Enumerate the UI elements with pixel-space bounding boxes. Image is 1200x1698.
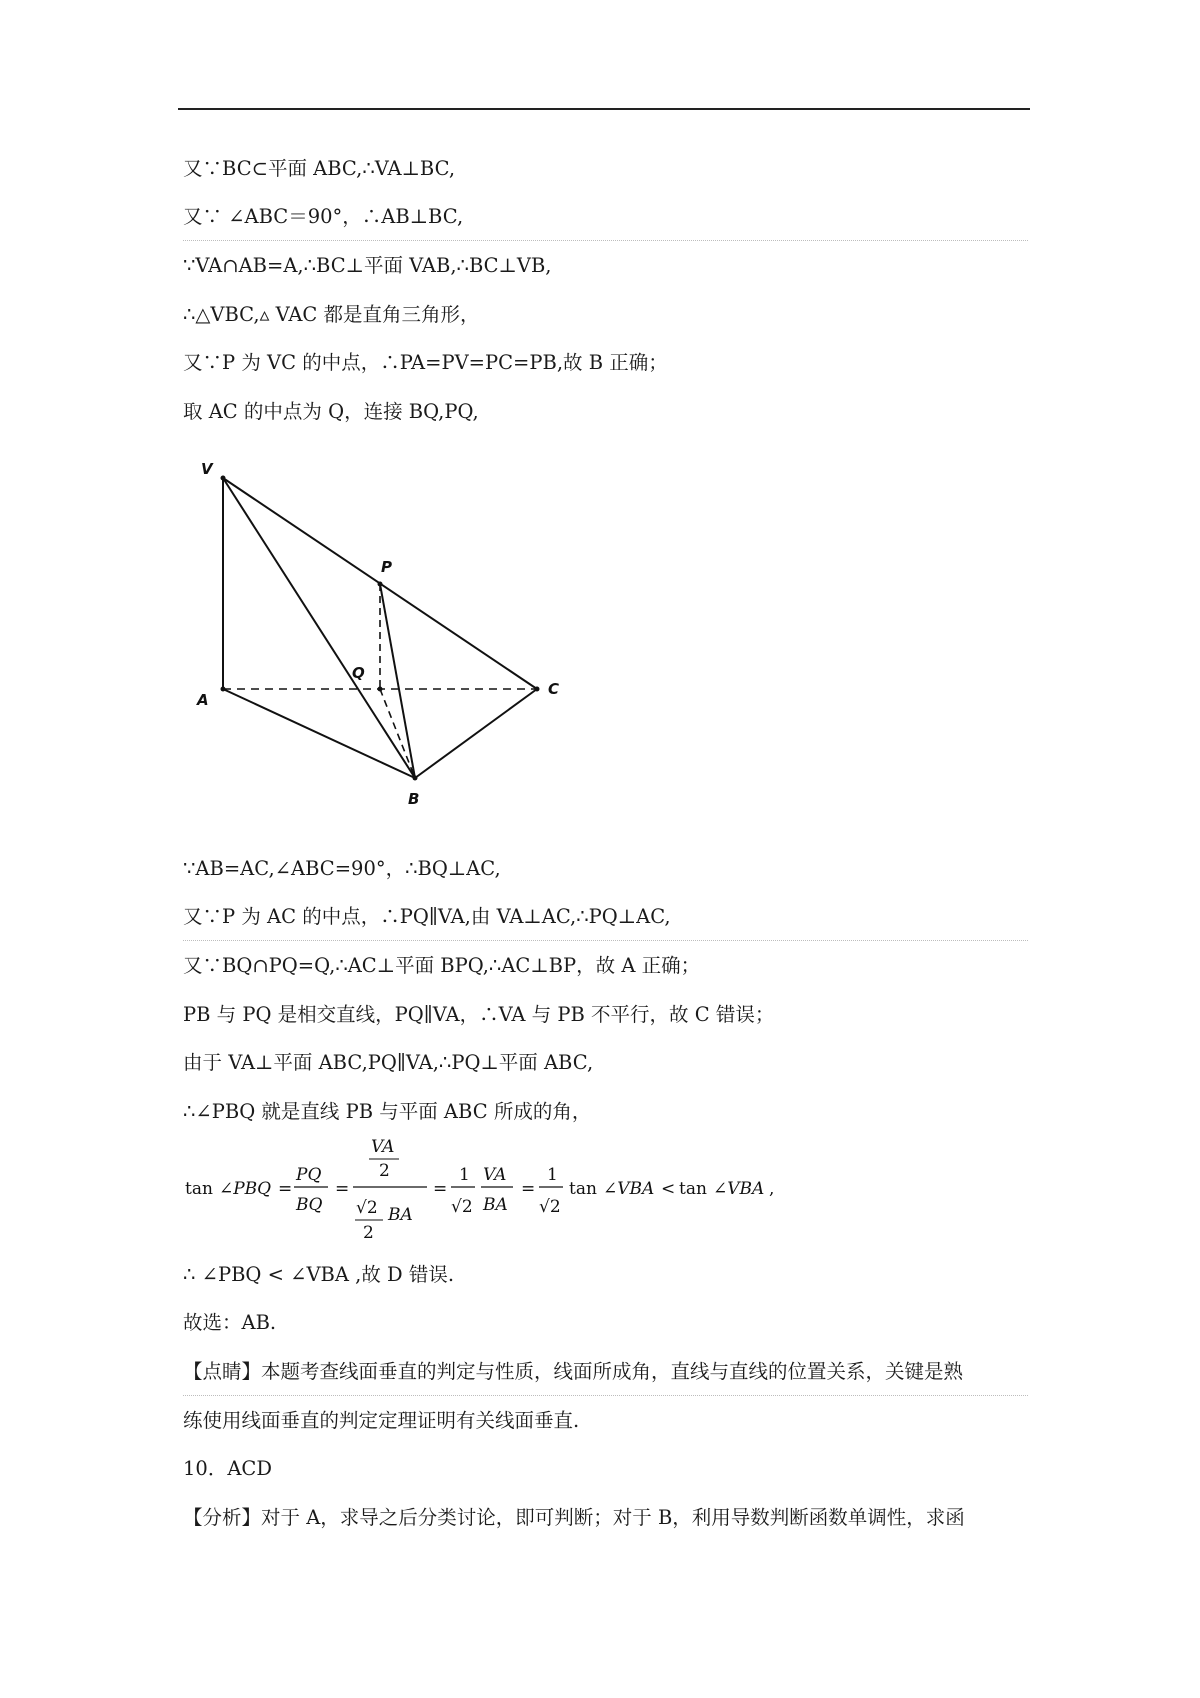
text-line-16: 练使用线面垂直的判定定理证明有关线面垂直.: [183, 1409, 580, 1432]
formula-two-top: 2: [379, 1161, 390, 1181]
pyramid-figure: [180, 448, 600, 818]
formula-pq: PQ: [296, 1165, 322, 1185]
text-line-15: 【点睛】本题考查线面垂直的判定与性质，线面所成角，直线与直线的位置关系，关键是熟: [183, 1360, 964, 1383]
text-line-7: ∵AB=AC,∠ABC=90°，∴BQ⊥AC,: [183, 857, 501, 880]
formula-sqrt2-1: √2: [451, 1197, 473, 1217]
formula-two-bottom: 2: [363, 1223, 374, 1243]
formula-angle-vba-2: ∠VBA: [713, 1179, 765, 1199]
formula-one-2: 1: [547, 1165, 558, 1185]
text-line-11: 由于 VA⊥平面 ABC,PQ∥VA,∴PQ⊥平面 ABC,: [183, 1051, 594, 1074]
header-rule: [178, 108, 1030, 110]
text-line-4: ∴△VBC,▵ VAC 都是直角三角形，: [183, 303, 480, 326]
text-line-1: 又∵BC⊂平面 ABC,∴VA⊥BC,: [183, 157, 456, 180]
formula-sqrt2-bottom: √2: [356, 1198, 378, 1218]
text-line-8: 又∵P 为 AC 的中点，∴PQ∥VA,由 VA⊥AC,∴PQ⊥AC,: [183, 905, 671, 928]
edge-cb: [415, 689, 537, 778]
label-b: B: [408, 790, 420, 808]
label-p: P: [381, 558, 392, 576]
vertex-a: [221, 687, 226, 692]
vertex-b: [413, 776, 418, 781]
formula-eq-4: =: [521, 1179, 536, 1199]
formula-eq-2: =: [335, 1179, 350, 1199]
vertex-c: [535, 687, 540, 692]
text-line-2: 又∵ ∠ABC＝90°，∴AB⊥BC,: [183, 205, 464, 228]
text-line-18: 【分析】对于 A，求导之后分类讨论，即可判断；对于 B，利用导数判断函数单调性，求函: [183, 1506, 965, 1529]
formula-eq-1: =: [278, 1179, 293, 1199]
text-line-3: ∵VA∩AB=A,∴BC⊥平面 VAB,∴BC⊥VB,: [183, 254, 552, 277]
vertex-p: [378, 582, 383, 587]
formula-angle-pbq: ∠PBQ: [219, 1179, 272, 1199]
vertex-v: [221, 476, 226, 481]
text-line-5: 又∵P 为 VC 的中点，∴PA=PV=PC=PB,故 B 正确；: [183, 351, 668, 374]
text-line-12: ∴∠PBQ 就是直线 PB 与平面 ABC 所成的角，: [183, 1100, 592, 1123]
formula-tan-2: tan: [569, 1179, 597, 1199]
text-line-9: 又∵BQ∩PQ=Q,∴AC⊥平面 BPQ,∴AC⊥BP，故 A 正确；: [183, 954, 701, 977]
vertex-q: [378, 687, 383, 692]
text-line-14: 故选：AB.: [183, 1311, 277, 1334]
formula-angle-vba-1: ∠VBA: [603, 1179, 655, 1199]
formula-comma: ,: [769, 1179, 775, 1199]
tangent-formula: [183, 1130, 803, 1250]
dotted-separator: [183, 1395, 1028, 1396]
formula-va-top: VA: [371, 1137, 395, 1157]
formula-tan-3: tan: [679, 1179, 707, 1199]
dotted-separator: [183, 240, 1028, 241]
formula-ba: BA: [483, 1195, 508, 1215]
formula-eq-3: =: [433, 1179, 448, 1199]
formula-one-1: 1: [459, 1165, 470, 1185]
label-c: C: [548, 680, 560, 698]
formula-tan-1: tan: [185, 1179, 213, 1199]
text-line-17: 10．ACD: [183, 1457, 272, 1480]
text-line-6: 取 AC 的中点为 Q，连接 BQ,PQ,: [183, 400, 479, 423]
dotted-separator: [183, 940, 1028, 941]
formula-va: VA: [483, 1165, 507, 1185]
formula-lt: <: [661, 1179, 676, 1199]
formula-ba-bottom: BA: [388, 1205, 413, 1225]
label-a: A: [197, 691, 209, 709]
text-line-10: PB 与 PQ 是相交直线，PQ∥VA，∴VA 与 PB 不平行，故 C 错误；: [183, 1003, 775, 1026]
label-v: V: [201, 460, 213, 478]
formula-bq: BQ: [296, 1195, 323, 1215]
text-line-13: ∴ ∠PBQ < ∠VBA ,故 D 错误.: [183, 1263, 455, 1286]
label-q: Q: [352, 664, 365, 682]
formula-sqrt2-2: √2: [539, 1197, 561, 1217]
